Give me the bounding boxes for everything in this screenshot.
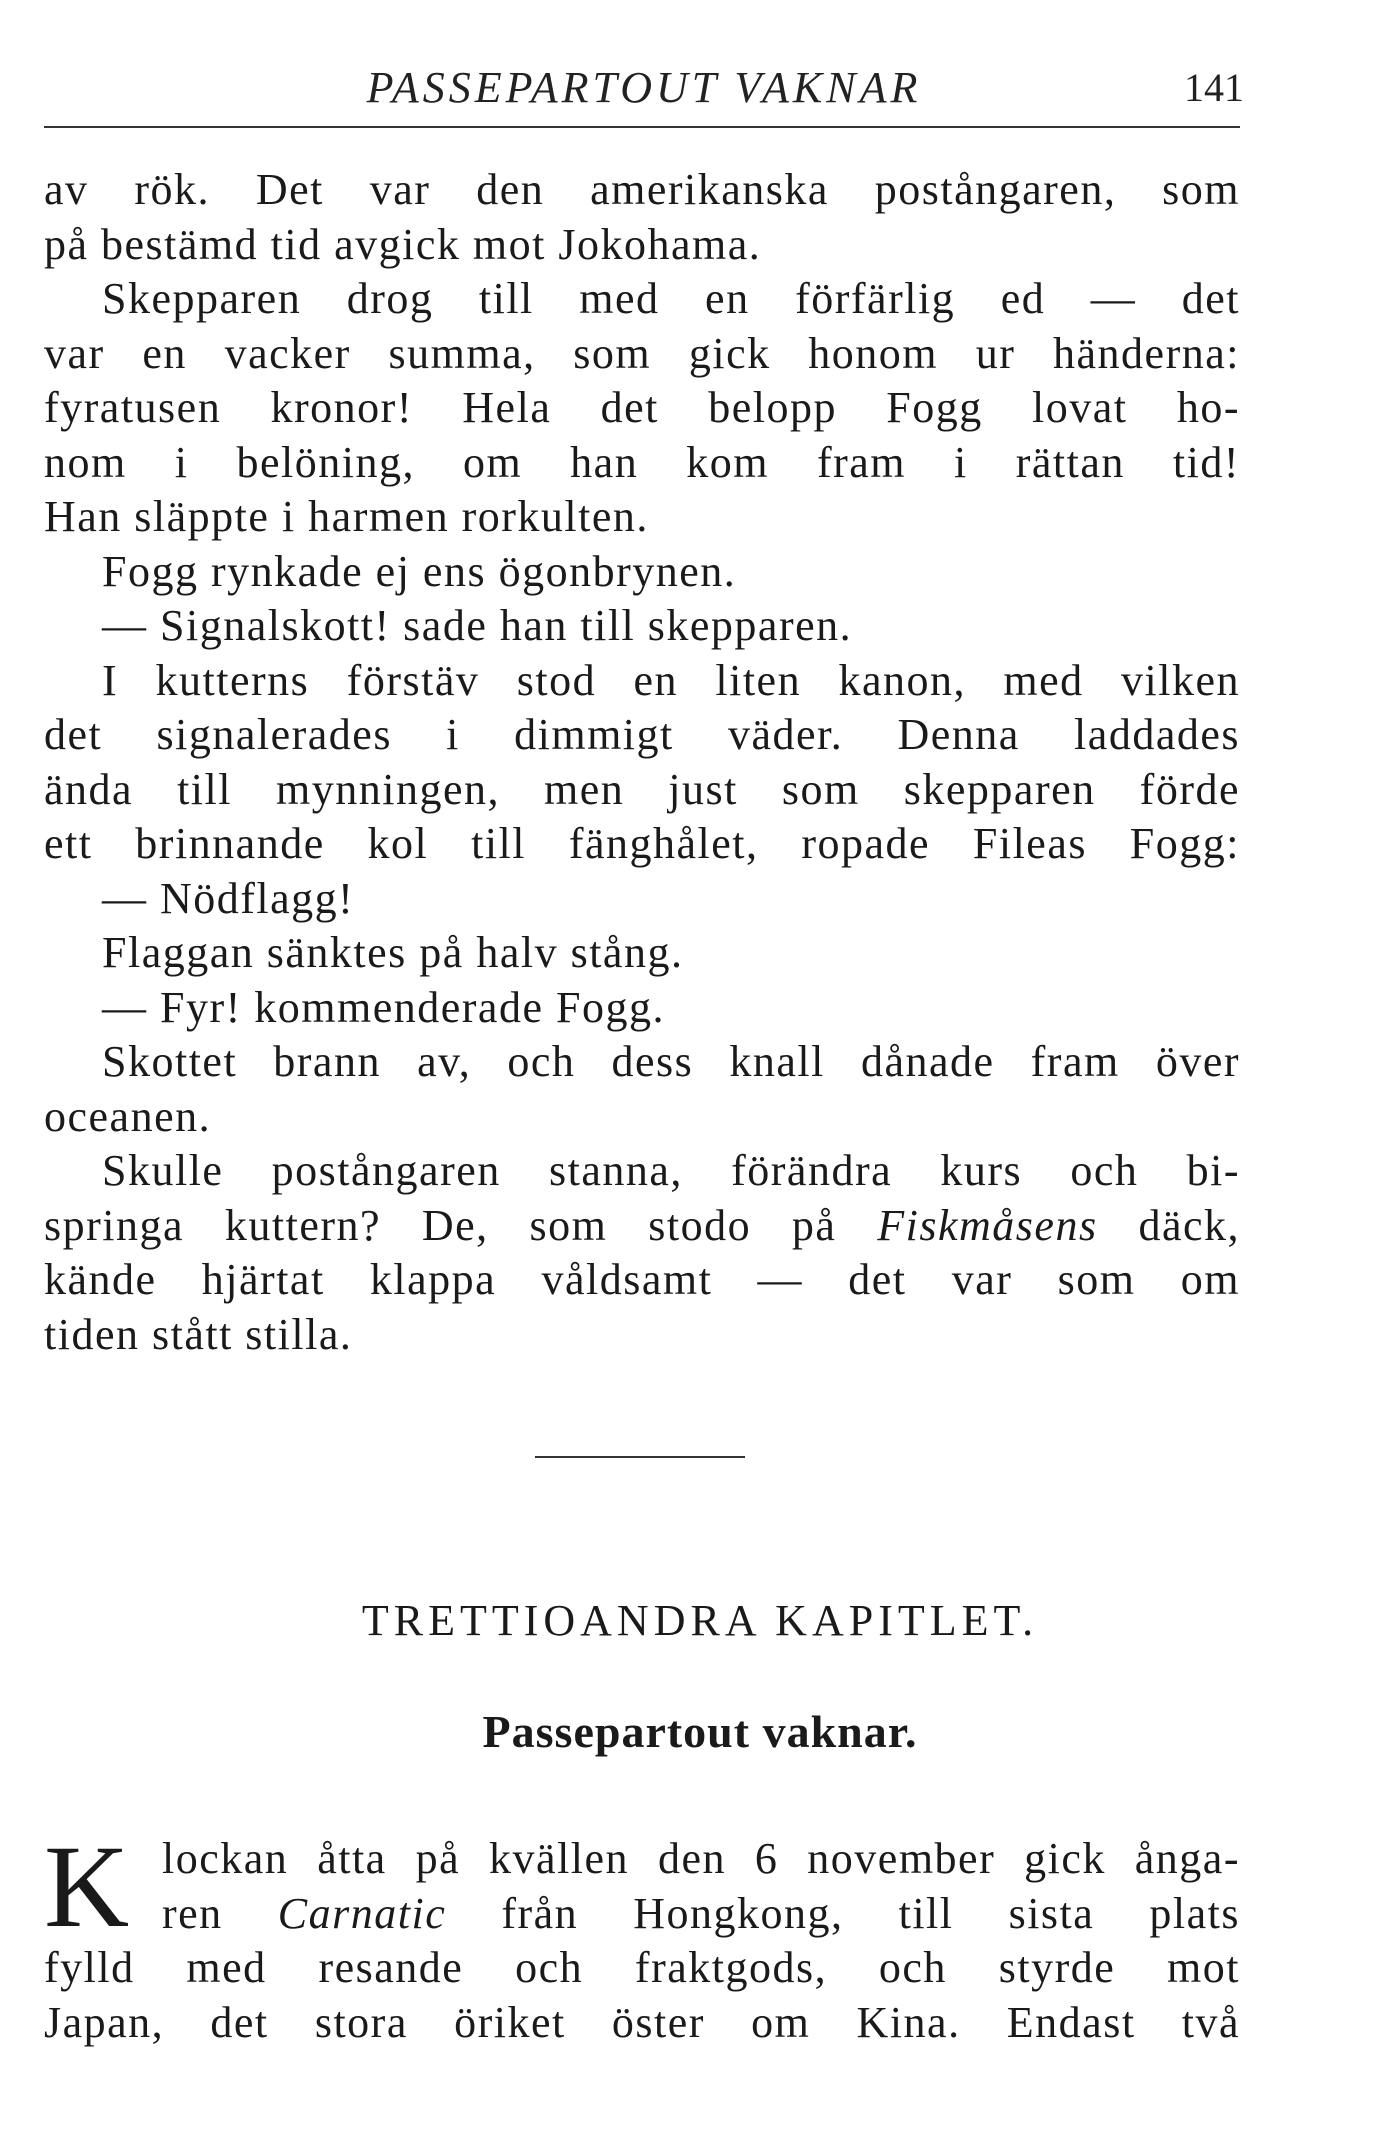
text-line [44,1253,1240,1308]
text-line-content: på bestämd tid avgick mot Jokohama. [44,219,762,269]
text-line [44,381,1240,436]
text-line-content: springa kuttern? De, som stodo på [44,1200,878,1250]
text-line-continuation: från Hongkong, till sista plats [446,1888,1240,1938]
text-line [44,763,1240,818]
text-line-content: ett brinnande kol till fänghålet, ropade Fileas Fogg: [44,819,1240,868]
text-line-content: Flaggan sänktes på halv stång. [102,928,684,977]
text-line-content: lockan åtta på kvällen den 6 november gick ånga- [162,1834,1240,1883]
text-line [44,926,1240,981]
text-line [44,872,1240,927]
italic-name: Fiskmåsens [877,1200,1098,1250]
page-header [44,62,1244,122]
running-title: PASSEPARTOUT VAKNAR [366,63,922,112]
text-line [44,981,1240,1036]
text-line [44,490,1240,545]
chapter-text [44,1821,1240,2050]
text-line-content: Skepparen drog till med en förfärlig ed — det [102,274,1240,323]
text-line [44,1144,1240,1199]
text-line-content: Skulle postångaren stanna, förändra kurs och bi- [102,1146,1240,1195]
text-line [44,1308,1240,1363]
text-line-content: nom i belöning, om han kom fram i rättan tid! [44,437,1240,487]
chapter-title: Passepartout vaknar. [482,1706,918,1757]
text-line-content: ren [162,1888,278,1938]
text-line [44,218,1240,273]
text-line-content: — Fyr! kommenderade Fogg. [102,982,665,1032]
italic-name: Carnatic [277,1888,447,1938]
text-line-content: kände hjärtat klappa våldsamt — det var som om [44,1255,1240,1304]
text-line [44,1941,1240,1996]
text-line-content: det signalerades i dimmigt väder. Denna laddades [44,710,1240,759]
drop-cap: K [44,1821,130,1952]
text-line-continuation: däck, [1097,1200,1240,1250]
text-line-content: Fogg rynkade ej ens ögonbrynen. [102,546,737,596]
text-line-content: Skottet brann av, och dess knall dånade fram över [102,1037,1240,1086]
text-line [44,163,1240,218]
text-line [44,1832,1240,1887]
text-line-content: Japan, det stora öriket öster om Kina. Endast två [44,1997,1240,2047]
text-line-content: — Signalskott! sade han till skepparen. [102,601,853,650]
section-separator [535,1456,745,1458]
text-line [44,1035,1240,1090]
text-line-content: oceanen. [44,1091,212,1141]
text-line-content: var en vacker summa, som gick honom ur händerna: [44,328,1240,378]
text-line-content: ända till mynningen, men just som skepparen förde [44,764,1240,814]
page-number: 141 [1184,65,1244,110]
text-line [44,545,1240,600]
text-line [44,1090,1240,1145]
text-line-content: tiden stått stilla. [44,1309,353,1359]
text-line [44,708,1240,763]
text-line [44,654,1240,709]
text-line-content: — Nödflagg! [102,873,355,923]
text-line-content: av rök. Det var den amerikanska postångaren, som [44,165,1240,214]
chapter-heading: TRETTIOANDRA KAPITLET. [361,1596,1039,1645]
text-line [44,327,1240,382]
text-line-content: Han släppte i harmen rorkulten. [44,492,649,541]
body-text [44,163,1240,1362]
text-line-content: I kutterns förstäv stod en liten kanon, med vilken [102,655,1240,705]
text-line [44,1996,1240,2051]
text-line-content: fyratusen kronor! Hela det belopp Fogg lovat ho- [44,383,1240,432]
text-line-content: fylld med resande och fraktgods, och styrde mot [44,1943,1240,1992]
text-line [44,817,1240,872]
text-line [44,436,1240,491]
header-rule [44,126,1240,128]
text-line [44,1199,1240,1254]
text-line [44,599,1240,654]
text-line [44,272,1240,327]
text-line [44,1887,1240,1942]
